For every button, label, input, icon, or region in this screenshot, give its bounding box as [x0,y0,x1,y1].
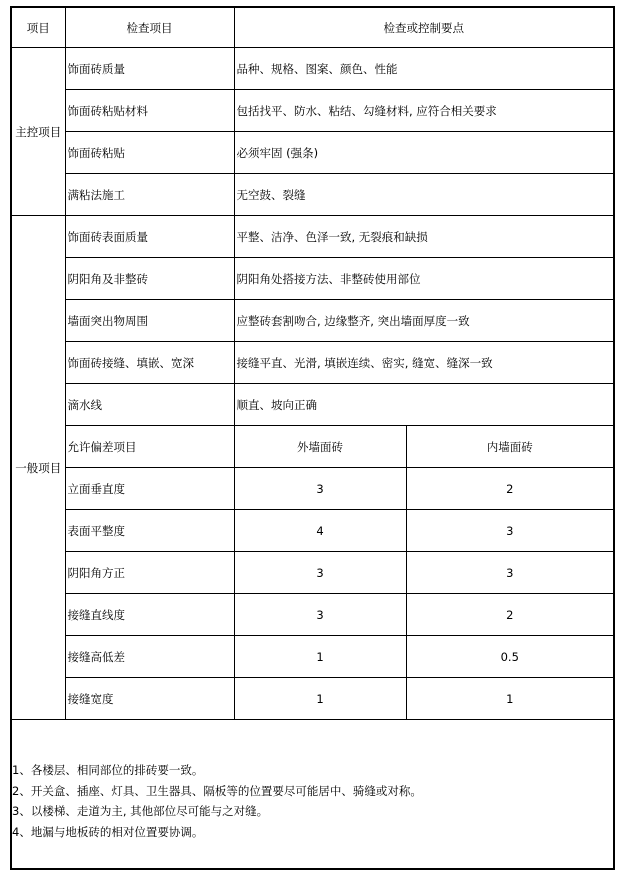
interior-value: 3 [406,510,613,552]
item-cell: 饰面砖表面质量 [65,216,234,258]
interior-value: 2 [406,468,613,510]
item-cell: 阴阳角及非整砖 [65,258,234,300]
table-row [12,594,613,636]
item-cell: 表面平整度 [65,510,234,552]
category-general: 一般项目 [12,216,65,720]
table-row [12,468,613,510]
header-category: 项目 [12,8,65,48]
table-row [12,216,613,258]
header-interior-tile: 内墙面砖 [406,426,613,468]
table-row [12,342,613,384]
item-cell: 阴阳角方正 [65,552,234,594]
item-cell: 饰面砖接缝、填嵌、宽深 [65,342,234,384]
table-row [12,48,613,90]
exterior-value: 1 [234,678,406,720]
note-line: 1、各楼层、相同部位的排砖要一致。 [12,763,204,777]
table-row [12,678,613,720]
interior-value: 1 [406,678,613,720]
inspection-table [12,8,613,720]
table-row [12,300,613,342]
header-row [12,8,613,48]
point-cell: 包括找平、防水、粘结、勾缝材料, 应符合相关要求 [234,90,613,132]
interior-value: 2 [406,594,613,636]
point-cell: 品种、规格、图案、颜色、性能 [234,48,613,90]
exterior-value: 3 [234,552,406,594]
note-line: 3、以楼梯、走道为主, 其他部位尽可能与之对缝。 [12,804,269,818]
exterior-value: 4 [234,510,406,552]
item-cell: 接缝直线度 [65,594,234,636]
interior-value: 0.5 [406,636,613,678]
table-row [12,510,613,552]
item-cell: 饰面砖质量 [65,48,234,90]
table-row [12,258,613,300]
point-cell: 必须牢固 (强条) [234,132,613,174]
item-cell: 接缝宽度 [65,678,234,720]
exterior-value: 3 [234,594,406,636]
header-exterior-tile: 外墙面砖 [234,426,406,468]
item-cell: 墙面突出物周围 [65,300,234,342]
table-row [12,552,613,594]
exterior-value: 3 [234,468,406,510]
inspection-sheet [10,6,615,870]
tolerance-label: 允许偏差项目 [65,426,234,468]
table-row [12,174,613,216]
item-cell: 满粘法施工 [65,174,234,216]
item-cell: 滴水线 [65,384,234,426]
header-inspection-item: 检查项目 [65,8,234,48]
category-main-control: 主控项目 [12,48,65,216]
point-cell: 平整、洁净、色泽一致, 无裂痕和缺损 [234,216,613,258]
point-cell: 顺直、坡向正确 [234,384,613,426]
item-cell: 饰面砖粘贴材料 [65,90,234,132]
exterior-value: 1 [234,636,406,678]
notes-section [12,760,602,842]
note-line: 2、开关盒、插座、灯具、卫生器具、隔板等的位置要尽可能居中、骑缝或对称。 [12,783,422,798]
table-row [12,132,613,174]
point-cell: 应整砖套割吻合, 边缘整齐, 突出墙面厚度一致 [234,300,613,342]
note-line: 4、地漏与地板砖的相对位置要协调。 [12,824,204,839]
point-cell: 接缝平直、光滑, 填嵌连续、密实, 缝宽、缝深一致 [234,342,613,384]
header-control-points: 检查或控制要点 [234,8,613,48]
table-row [12,636,613,678]
tolerance-header-row [12,426,613,468]
point-cell: 无空鼓、裂缝 [234,174,613,216]
interior-value: 3 [406,552,613,594]
item-cell: 接缝高低差 [65,636,234,678]
table-row [12,384,613,426]
table-row [12,90,613,132]
item-cell: 饰面砖粘贴 [65,132,234,174]
item-cell: 立面垂直度 [65,468,234,510]
point-cell: 阴阳角处搭接方法、非整砖使用部位 [234,258,613,300]
